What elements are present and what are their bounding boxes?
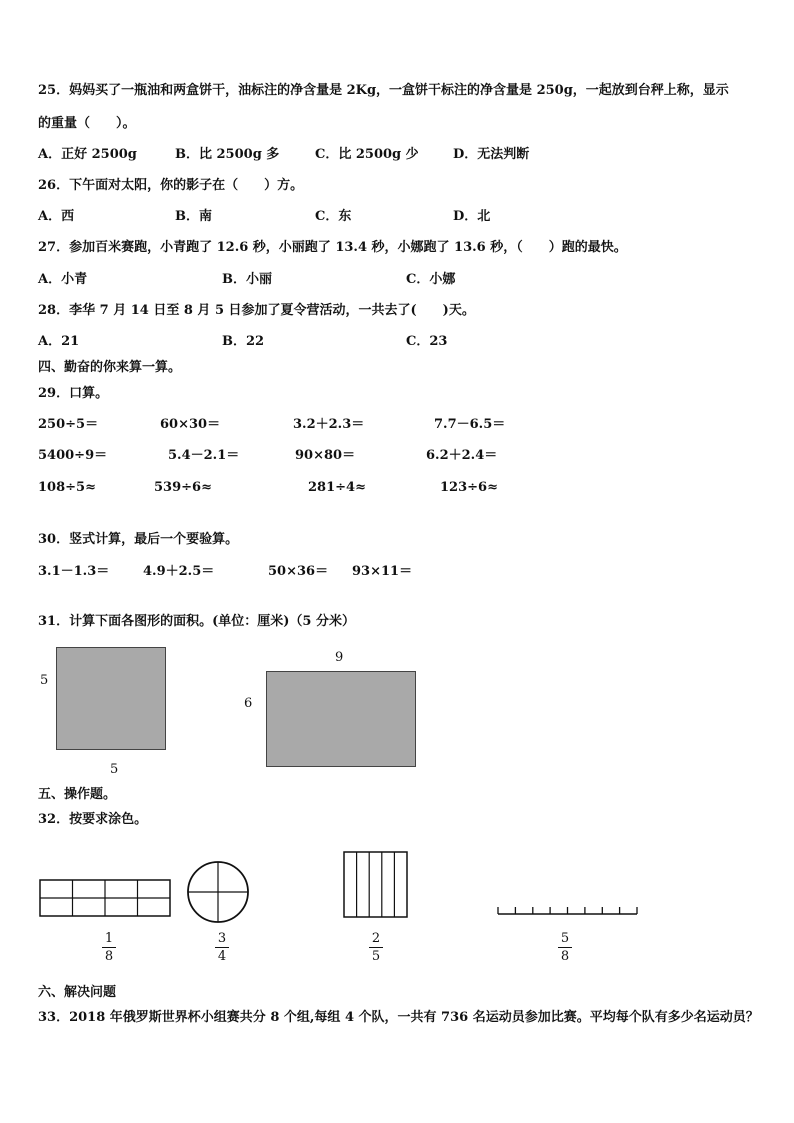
q29-item: 250÷5＝: [38, 417, 99, 432]
q27-option-c: C．小娜: [406, 272, 456, 287]
fraction-label: [366, 931, 386, 964]
rectangle-top-label: 9: [335, 650, 344, 665]
rectangle-shape: [266, 671, 416, 767]
fraction-denominator: 5: [371, 949, 381, 964]
q29-item: 3.2＋2.3＝: [293, 417, 365, 432]
q25-text-line1: 25．妈妈买了一瓶油和两盒饼干，油标注的净含量是 2Kg，一盒饼干标注的净含量是 250g，一起放到台秤上称，显示: [38, 83, 729, 98]
q29-item: 6.2＋2.4＝: [426, 448, 498, 463]
q30-title: 30．竖式计算，最后一个要验算。: [38, 532, 239, 547]
q30-item: 3.1－1.3＝: [38, 564, 110, 579]
q27-text: 27．参加百米赛跑，小青跑了 12.6 秒，小丽跑了 13.4 秒，小娜跑了 13.6 秒，（ ）跑的最快。: [38, 240, 627, 255]
q32-title: 32．按要求涂色。: [38, 812, 148, 827]
section-4-heading: 四、勤奋的你来算一算。: [38, 360, 182, 375]
fraction-numerator: 1: [104, 931, 114, 946]
fraction-denominator: 8: [560, 949, 570, 964]
q26-option-d: D．北: [453, 209, 491, 224]
q29-item: 90×80＝: [295, 448, 356, 463]
square-side-label: 5: [40, 673, 49, 688]
fraction-label: [212, 931, 232, 964]
q33-text: 33．2018 年俄罗斯世界杯小组赛共分 8 个组,每组 4 个队，一共有 736 名运动员参加比赛。平均每个队有多少名运动员？: [38, 1010, 759, 1025]
fraction-numerator: 3: [217, 931, 227, 946]
eighths-line-segment: [496, 902, 640, 920]
fraction-numerator: 2: [371, 931, 381, 946]
q29-item: 7.7－6.5＝: [434, 417, 506, 432]
q28-option-a: A．21: [38, 334, 80, 349]
q25-option-b: B．比 2500g 多: [175, 147, 280, 162]
q25-option-d: D．无法判断: [453, 147, 530, 162]
eighths-grid: [38, 878, 174, 920]
q29-item: 5.4－2.1＝: [168, 448, 240, 463]
q28-text: 28．李华 7 月 14 日至 8 月 5 日参加了夏令营活动，一共去了( )天。: [38, 303, 475, 318]
fraction-denominator: 4: [217, 949, 227, 964]
fifths-rectangle: [342, 850, 410, 920]
square-shape: [56, 647, 166, 750]
fraction-label: [555, 931, 575, 964]
fraction-denominator: 8: [104, 949, 114, 964]
q29-item: 60×30＝: [160, 417, 221, 432]
q29-item: 123÷6≈: [440, 480, 498, 495]
q27-option-b: B．小丽: [222, 272, 272, 287]
q29-item: 5400÷9＝: [38, 448, 108, 463]
q29-item: 539÷6≈: [154, 480, 212, 495]
q25-option-c: C．比 2500g 少: [315, 147, 419, 162]
q30-item: 4.9＋2.5＝: [143, 564, 215, 579]
q25-option-a: A．正好 2500g: [38, 147, 137, 162]
q29-item: 108÷5≈: [38, 480, 96, 495]
q31-title: 31．计算下面各图形的面积。(单位：厘米)（5 分米）: [38, 614, 355, 629]
q27-option-a: A．小青: [38, 272, 88, 287]
section-6-heading: 六、解决问题: [38, 985, 117, 1000]
q30-item: 93×11＝: [352, 564, 413, 579]
square-bottom-label: 5: [110, 762, 119, 777]
q26-option-a: A．西: [38, 209, 75, 224]
fraction-numerator: 5: [560, 931, 570, 946]
q26-option-b: B．南: [175, 209, 212, 224]
section-5-heading: 五、操作题。: [38, 787, 117, 802]
q30-item: 50×36＝: [268, 564, 329, 579]
q28-option-b: B．22: [222, 334, 265, 349]
q29-title: 29．口算。: [38, 386, 109, 401]
quarter-circle: [185, 859, 251, 925]
fraction-label: [99, 931, 119, 964]
rectangle-side-label: 6: [244, 696, 253, 711]
q25-text-line2: 的重量（ ）。: [38, 116, 136, 131]
q26-text: 26．下午面对太阳，你的影子在（ ）方。: [38, 178, 304, 193]
q29-item: 281÷4≈: [308, 480, 366, 495]
q28-option-c: C．23: [406, 334, 448, 349]
q26-option-c: C．东: [315, 209, 352, 224]
